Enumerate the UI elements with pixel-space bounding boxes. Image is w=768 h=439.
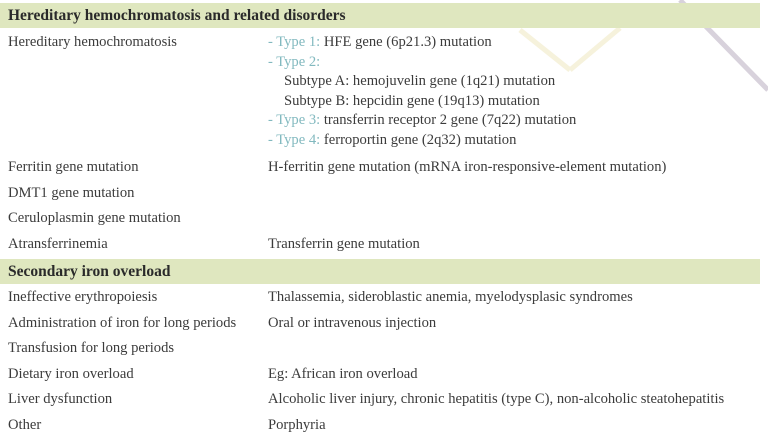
table-row [0, 207, 768, 233]
row-label: Liver dysfunction [0, 390, 268, 414]
row-label: Transfusion for long periods [0, 339, 268, 363]
row-detail [268, 184, 768, 208]
section-header-secondary: Secondary iron overload [0, 259, 760, 284]
table-row [0, 363, 768, 389]
row-detail: Eg: African iron overload [268, 365, 768, 389]
table-row [0, 156, 768, 182]
type-label: - Type 1: [268, 34, 320, 50]
row-label: Hereditary hemochromatosis [0, 33, 268, 150]
table-row [0, 337, 768, 363]
row-detail: Porphyria [268, 416, 768, 439]
type-line: - Type 4: ferroportin gene (2q32) mutation [268, 131, 768, 151]
table-row [0, 388, 768, 414]
type-label: - Type 4: [268, 132, 320, 148]
section-header-hereditary: Hereditary hemochromatosis and related disorders [0, 3, 760, 28]
row-detail: H-ferritin gene mutation (mRNA iron-responsive-element mutation) [268, 158, 768, 182]
type-line: - Type 1: HFE gene (6p21.3) mutation [268, 33, 768, 53]
row-label: Ceruloplasmin gene mutation [0, 209, 268, 233]
row-label: Atransferrinemia [0, 235, 268, 259]
table-row [0, 182, 768, 208]
iron-overload-classification-table [0, 3, 768, 439]
table-row [0, 233, 768, 259]
subtype-line: Subtype A: hemojuvelin gene (1q21) mutation [268, 72, 768, 92]
subtype-line: Subtype B: hepcidin gene (19q13) mutation [268, 92, 768, 112]
table-row [0, 312, 768, 338]
row-detail: Alcoholic liver injury, chronic hepatitis (type C), non-alcoholic steatohepatitis [268, 390, 768, 414]
row-detail [268, 33, 768, 150]
row-label: Administration of iron for long periods [0, 314, 268, 338]
row-label: DMT1 gene mutation [0, 184, 268, 208]
row-label: Other [0, 416, 268, 439]
type-line [268, 53, 768, 73]
table-row [0, 414, 768, 439]
row-label: Ferritin gene mutation [0, 158, 268, 182]
type-line: - Type 3: transferrin receptor 2 gene (7q22) mutation [268, 111, 768, 131]
row-label: Ineffective erythropoiesis [0, 288, 268, 312]
table-row [0, 286, 768, 312]
type-label: - Type 2: [268, 54, 320, 70]
table-row [0, 28, 768, 150]
type-label: - Type 3: [268, 112, 320, 128]
row-detail [268, 209, 768, 233]
row-label: Dietary iron overload [0, 365, 268, 389]
row-detail: Transferrin gene mutation [268, 235, 768, 259]
row-detail: Thalassemia, sideroblastic anemia, myelodysplasic syndromes [268, 288, 768, 312]
row-detail [268, 339, 768, 363]
row-detail: Oral or intravenous injection [268, 314, 768, 338]
